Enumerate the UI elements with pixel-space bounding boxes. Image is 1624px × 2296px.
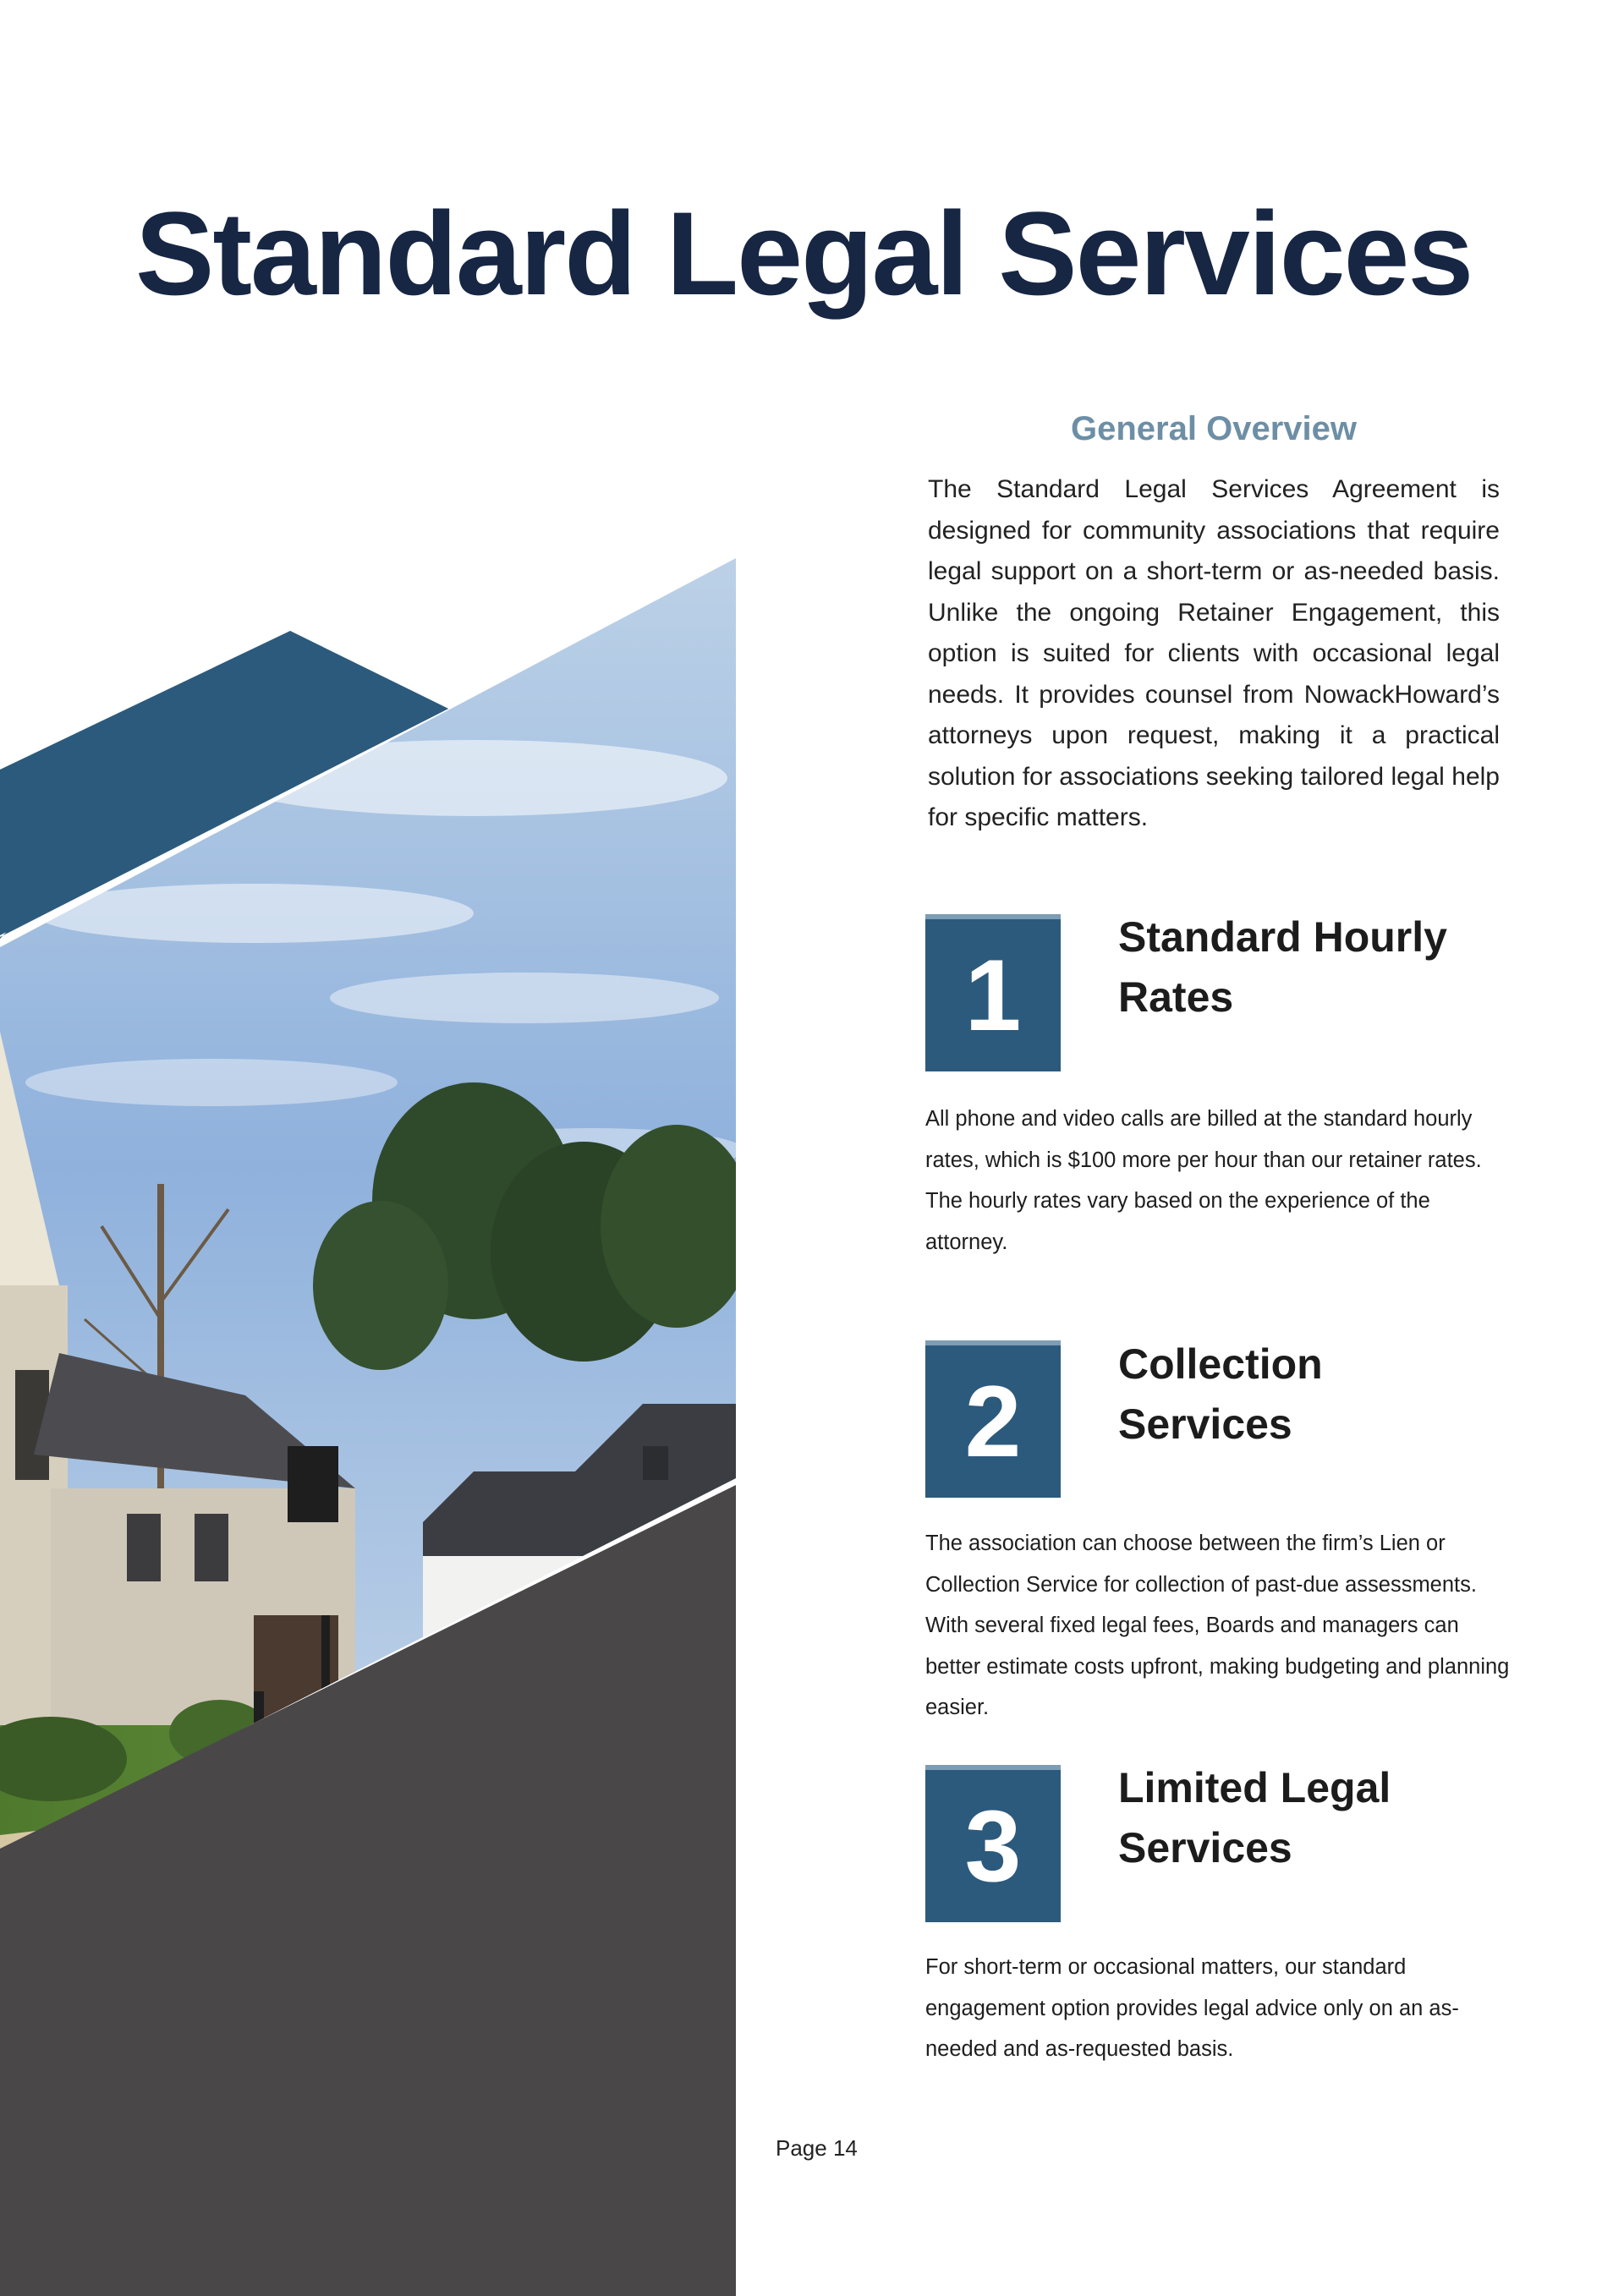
service-number-badge: 1 [925,914,1061,1071]
page-title: Standard Legal Services [135,187,1473,320]
service-title: Limited Legal Services [1118,1764,1391,1871]
service-title: Standard Hourly Rates [1118,913,1447,1021]
overview-heading: General Overview [1071,410,1357,447]
overview-body: The Standard Legal Services Agreement is designed for community associations that require legal support on a short-term or as-needed basis. Unlike the ongoing Retainer Engagement, this option is suited for clients with occasional legal needs. It provides counsel from NowackHoward’s attorneys upon request, making it a practical solution for associations seeking tailored legal help for specific matters. [928,475,1500,831]
service-number-badge: 3 [925,1765,1061,1922]
neighborhood-photo-collage [0,558,736,2296]
page-number: Page 14 [776,2135,858,2161]
service-description: The association can choose between the firm’s Lien or Collection Service for collection of past-due assessments. With several fixed legal fees, Boards and managers can better estimate costs upfront, making budgeting and planning easier. [925,1532,1510,1719]
service-description: All phone and video calls are billed at the standard hourly rates, which is $100 more per hour than our retainer rates. The hourly rates vary based on the experience of the attorney. [925,1107,1482,1254]
service-number-badge: 2 [925,1340,1061,1498]
service-title: Collection Services [1118,1340,1323,1448]
service-description: For short-term or occasional matters, our standard engagement option provides legal advice only on an as-needed and as-requested basis. [925,1955,1459,2061]
